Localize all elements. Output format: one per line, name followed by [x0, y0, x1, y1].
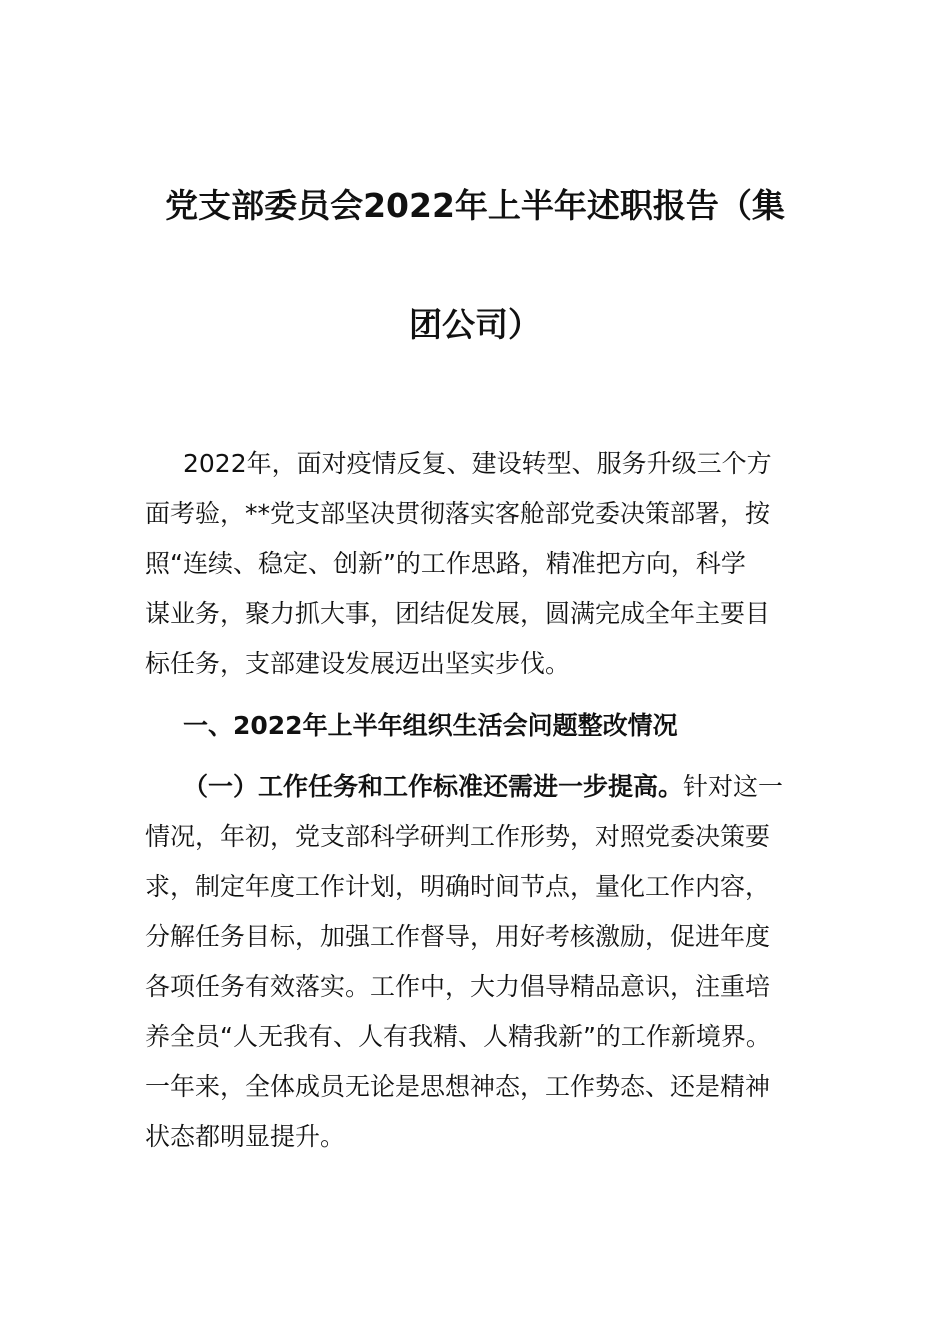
paragraph-line: 情况，年初，党支部科学研判工作形势，对照党委决策要: [145, 822, 771, 851]
paragraph-lead-bold: （一）工作任务和工作标准还需进一步提高。: [183, 772, 684, 801]
paragraph-line: 一年来，全体成员无论是思想神态，工作势态、还是精神: [145, 1072, 771, 1101]
paragraph-line: 求，制定年度工作计划，明确时间节点，量化工作内容，: [145, 872, 771, 901]
document-title-line-2: 团公司）: [409, 305, 541, 344]
paragraph-line: 照“连续、稳定、创新”的工作思路，精准把方向，科学: [145, 549, 746, 578]
paragraph-line: 谋业务，聚力抓大事，团结促发展，圆满完成全年主要目: [145, 599, 771, 628]
paragraph-line: 标任务，支部建设发展迈出坚实步伐。: [145, 649, 571, 678]
section-paragraph: [145, 762, 805, 1162]
intro-paragraph: [145, 439, 805, 689]
section-heading-text: 一、2022年上半年组织生活会问题整改情况: [183, 711, 678, 740]
paragraph-line: 养全员“人无我有、人有我精、人精我新”的工作新境界。: [145, 1022, 771, 1051]
paragraph-line: 各项任务有效落实。工作中，大力倡导精品意识，注重培: [145, 972, 771, 1001]
section-heading: [145, 701, 805, 751]
paragraph-line: 面考验，**党支部坚决贯彻落实客舱部党委决策部署，按: [145, 499, 771, 528]
document-title-line-1: 党支部委员会2022年上半年述职报告（集: [165, 186, 785, 225]
paragraph-line: 状态都明显提升。: [145, 1122, 346, 1151]
paragraph-lead-rest: 针对这一: [683, 772, 784, 801]
paragraph-line: 2022年，面对疫情反复、建设转型、服务升级三个方: [183, 449, 772, 478]
paragraph-line: 分解任务目标，加强工作督导，用好考核激励，促进年度: [145, 922, 771, 951]
paragraph-lead-line: [145, 762, 805, 812]
